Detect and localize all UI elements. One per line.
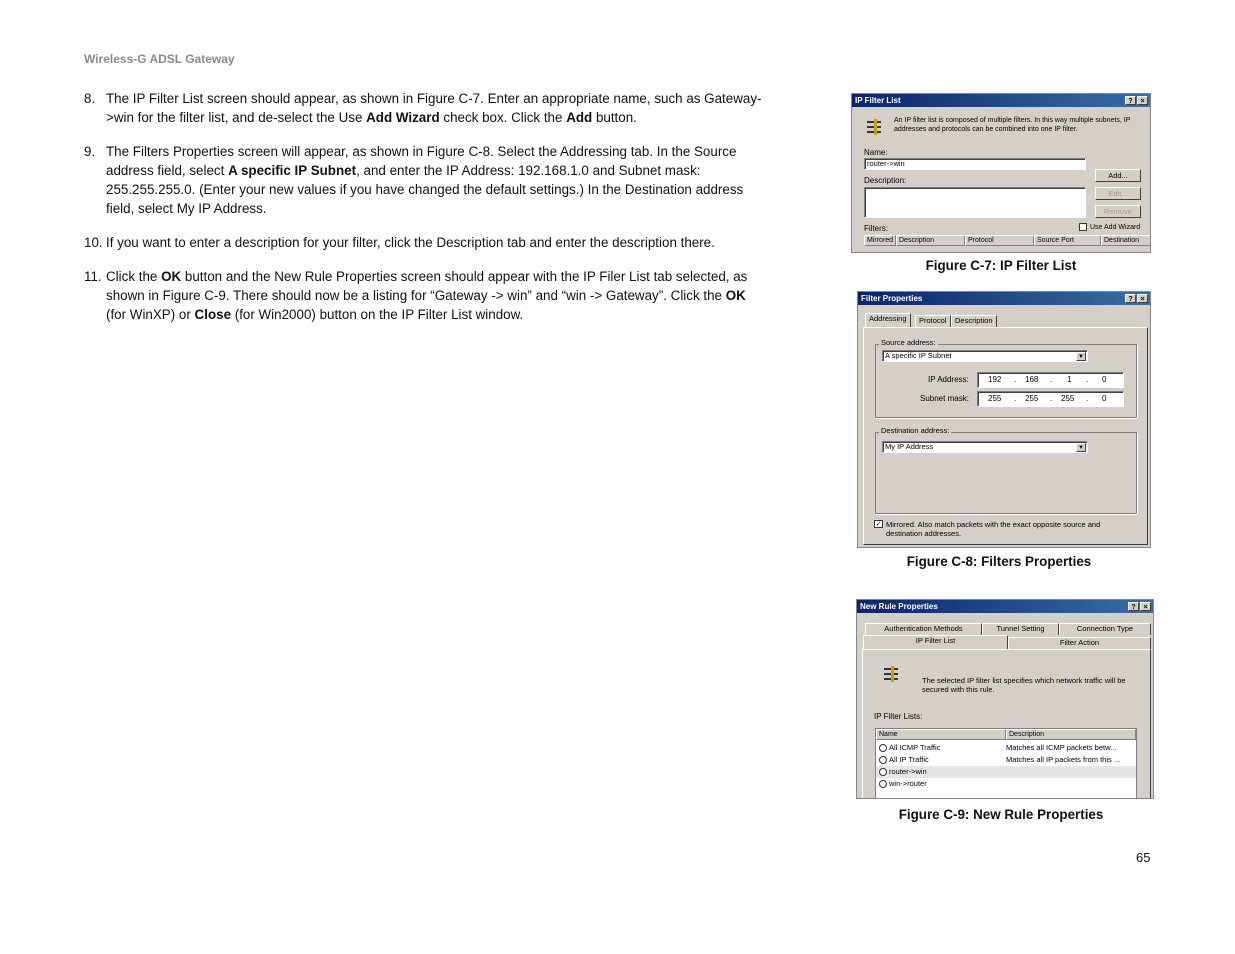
- emphasis-text: Add Wizard: [366, 110, 440, 125]
- title-bar: [857, 600, 1153, 613]
- close-button[interactable]: ×: [1137, 96, 1148, 105]
- subnet-mask-input[interactable]: [977, 391, 1124, 407]
- body-text: button and the New Rule Properties screen should appear with the IP Filer List tab selected, as shown in Figure C-9. There should now be a listing for “Gateway -> win” and “win -> Gateway”. Click the: [106, 269, 748, 303]
- tab-addressing[interactable]: Addressing: [865, 313, 911, 327]
- dialog-title: Filter Properties: [861, 294, 923, 303]
- emphasis-text: OK: [725, 288, 746, 303]
- step-number: 11.: [84, 269, 102, 284]
- mask-octet: 255: [1025, 394, 1039, 403]
- figure-c9-caption: Figure C-9: New Rule Properties: [898, 807, 1104, 822]
- filter-list-name: router->win: [889, 767, 927, 776]
- step-8: [84, 89, 769, 127]
- column-header-description[interactable]: Description: [896, 235, 965, 246]
- wizard-checkbox-box[interactable]: [1079, 223, 1087, 231]
- help-button[interactable]: ?: [1128, 602, 1139, 611]
- emphasis-text: A specific IP Subnet: [228, 163, 357, 178]
- emphasis-text: Close: [194, 307, 232, 322]
- body-text: check box. Click the: [439, 110, 567, 125]
- ip-dot: .: [1014, 375, 1017, 384]
- emphasis-text: OK: [161, 269, 182, 284]
- ip-octet: 192: [988, 375, 1002, 384]
- table-row[interactable]: [876, 778, 1136, 790]
- help-button[interactable]: ?: [1125, 96, 1136, 105]
- body-text: Click the: [106, 269, 162, 284]
- mirrored-checkbox[interactable]: ✓: [875, 521, 882, 528]
- info-text: The selected IP filter list specifies which network traffic will be secured with this rule.: [922, 676, 1126, 694]
- chevron-down-icon[interactable]: ▼: [1076, 443, 1086, 452]
- figure-c8-caption: Figure C-8: Filters Properties: [906, 554, 1092, 569]
- tab-tunnel-setting[interactable]: Tunnel Setting: [982, 623, 1059, 635]
- filters-label: Filters:: [864, 224, 888, 233]
- body-text: (for Win2000) button on the IP Filter List window.: [231, 307, 524, 322]
- column-header-protocol[interactable]: Protocol: [965, 235, 1034, 246]
- step-text: [106, 142, 769, 218]
- new-rule-properties-dialog: [856, 599, 1154, 799]
- table-row[interactable]: [876, 766, 1136, 778]
- figure-c7-caption: Figure C-7: IP Filter List: [925, 258, 1077, 273]
- filter-list-name: All IP Traffic: [889, 755, 929, 764]
- body-text: If you want to enter a description for your filter, click the Description tab and enter the description there.: [106, 235, 715, 250]
- body-text: button.: [592, 110, 637, 125]
- title-bar: [858, 292, 1150, 305]
- emphasis-text: Add: [566, 110, 593, 125]
- mask-dot: .: [1014, 394, 1017, 403]
- mask-dot: .: [1086, 394, 1089, 403]
- chevron-down-icon[interactable]: ▼: [1076, 352, 1086, 361]
- column-header-source-port[interactable]: Source Port: [1034, 235, 1101, 246]
- remove-button[interactable]: Remove: [1095, 205, 1141, 218]
- ip-octet: 1: [1067, 375, 1072, 384]
- column-header-description[interactable]: Description: [1006, 729, 1136, 740]
- destination-address-label: Destination address:: [881, 426, 950, 435]
- step-11: [84, 267, 769, 324]
- wizard-checkbox-label: Use Add Wizard: [1090, 223, 1141, 231]
- step-number: 8.: [84, 91, 96, 106]
- step-number: 9.: [84, 144, 96, 159]
- body-text: , and enter the IP Address: 192.168.1.0 and Subnet mask: 255.255.255.0. (Enter your new values if you have changed the default settings.) In the Destination address field, select My IP Address.: [106, 163, 744, 216]
- ip-dot: .: [1086, 375, 1089, 384]
- close-button[interactable]: ×: [1140, 602, 1151, 611]
- ip-address-label: IP Address:: [928, 375, 969, 384]
- mirrored-label: Mirrored. Also match packets with the exact opposite source and destination addresses.: [886, 520, 1101, 538]
- filters-table-header: [864, 235, 1151, 246]
- source-address-select[interactable]: [882, 350, 1088, 362]
- subnet-mask-label: Subnet mask:: [920, 394, 969, 403]
- table-row[interactable]: [876, 742, 1136, 754]
- name-input[interactable]: router->win: [864, 158, 1086, 170]
- filter-properties-dialog: [857, 291, 1151, 548]
- column-header-destination[interactable]: Destination: [1101, 235, 1151, 246]
- tab-description[interactable]: Description: [951, 315, 997, 327]
- mask-dot: .: [1050, 394, 1053, 403]
- mask-octet: 255: [1061, 394, 1075, 403]
- ip-filter-lists-label: IP Filter Lists:: [874, 712, 923, 721]
- mirrored-option[interactable]: [874, 520, 1134, 538]
- tab-authentication-methods[interactable]: Authentication Methods: [865, 623, 982, 635]
- ip-address-input[interactable]: [977, 372, 1124, 388]
- info-text: An IP filter list is composed of multiple filters. In this way multiple subnets, IP addresses and protocols can be combined into one IP filter.: [894, 117, 1131, 133]
- tab-connection-type[interactable]: Connection Type: [1059, 623, 1151, 635]
- table-header: [876, 729, 1136, 740]
- table-row[interactable]: [876, 754, 1136, 766]
- tab-ip-filter-list[interactable]: IP Filter List: [863, 635, 1008, 649]
- ip-octet: 168: [1025, 375, 1039, 384]
- filter-list-icon: [866, 119, 882, 135]
- radio-button[interactable]: [879, 780, 887, 788]
- ip-dot: .: [1050, 375, 1053, 384]
- body-text: (for WinXP) or: [106, 307, 195, 322]
- source-address-label: Source address:: [881, 338, 936, 347]
- filter-list-description: [1006, 778, 1136, 790]
- name-label: Name:: [864, 148, 888, 157]
- description-label: Description:: [864, 176, 907, 185]
- step-number: 10.: [84, 235, 103, 250]
- page-number: 65: [1136, 850, 1151, 865]
- use-add-wizard-checkbox[interactable]: [1079, 223, 1140, 231]
- mask-octet: 0: [1102, 394, 1107, 403]
- column-header-name[interactable]: Name: [876, 729, 1006, 740]
- running-header: Wireless-G ADSL Gateway: [84, 52, 235, 66]
- destination-address-value: My IP Address: [885, 442, 934, 451]
- radio-button[interactable]: [879, 744, 887, 752]
- filter-list-icon: [883, 666, 899, 682]
- filter-list-name: All ICMP Traffic: [889, 743, 941, 752]
- radio-button[interactable]: [879, 768, 887, 776]
- filter-list-description: Matches all ICMP packets betw...: [1006, 743, 1117, 752]
- step-text: [106, 233, 769, 252]
- ip-octet: 0: [1102, 375, 1107, 384]
- step-text: [106, 89, 769, 127]
- body-text: The Filters Properties screen will appear, as shown in Figure C-8. Select the Addressing tab. In the Source address field, select: [106, 144, 737, 178]
- description-input[interactable]: [864, 187, 1086, 218]
- body-text: The IP Filter List screen should appear, as shown in Figure C-7. Enter an appropriate name, such as Gateway->win for the filter list, and de-select the Use: [106, 91, 762, 125]
- dialog-title: IP Filter List: [855, 96, 901, 105]
- add-button[interactable]: Add...: [1095, 169, 1141, 182]
- step-9: [84, 142, 769, 218]
- source-address-value: A specific IP Subnet: [885, 351, 952, 360]
- ip-filter-lists-table: [875, 728, 1137, 799]
- filter-list-description: [1006, 766, 1136, 778]
- edit-button[interactable]: Edit...: [1095, 187, 1141, 200]
- filter-list-name: win->router: [889, 779, 927, 788]
- mask-octet: 255: [988, 394, 1002, 403]
- step-text: [106, 267, 769, 324]
- help-button[interactable]: ?: [1125, 294, 1136, 303]
- column-header-mirrored[interactable]: Mirrored: [864, 235, 896, 246]
- radio-button[interactable]: [879, 756, 887, 764]
- instruction-steps: [84, 89, 769, 339]
- destination-address-select[interactable]: [882, 441, 1088, 453]
- filter-list-description: Matches all IP packets from this ...: [1006, 755, 1121, 764]
- close-button[interactable]: ×: [1137, 294, 1148, 303]
- step-10: [84, 233, 769, 252]
- ip-filter-list-dialog: [851, 93, 1151, 253]
- tab-filter-action[interactable]: Filter Action: [1008, 637, 1151, 649]
- dialog-title: New Rule Properties: [860, 602, 938, 611]
- title-bar: [852, 94, 1150, 107]
- tab-protocol[interactable]: Protocol: [915, 315, 951, 327]
